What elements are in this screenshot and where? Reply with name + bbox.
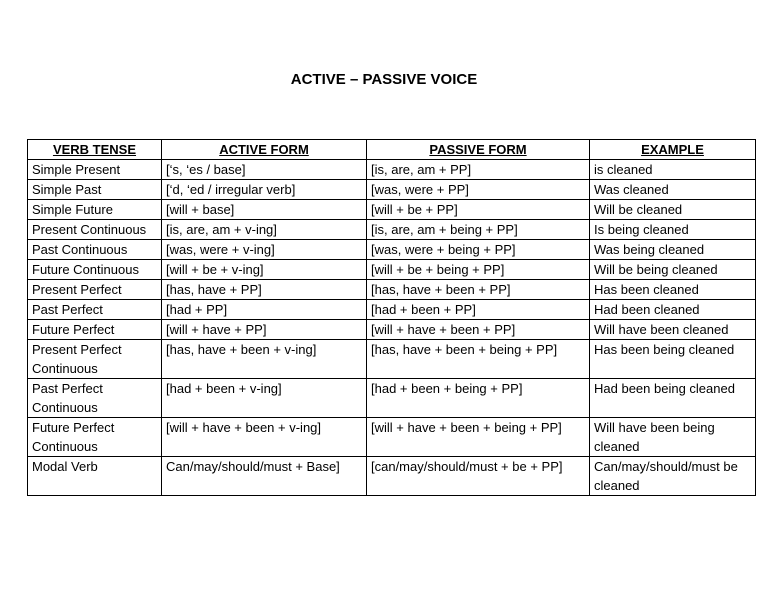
cell-example: Had been cleaned [590, 300, 756, 320]
cell-example: Had been being cleaned [590, 379, 756, 418]
table-row [28, 260, 756, 280]
cell-passive-form: [will + be + PP] [367, 200, 590, 220]
cell-passive-form: [is, are, am + PP] [367, 160, 590, 180]
cell-verb-tense: Simple Present [28, 160, 162, 180]
cell-active-form: [‘d, ‘ed / irregular verb] [162, 180, 367, 200]
table-row [28, 240, 756, 260]
cell-example: Is being cleaned [590, 220, 756, 240]
cell-example: Will have been cleaned [590, 320, 756, 340]
cell-passive-form: [will + be + being + PP] [367, 260, 590, 280]
cell-example: is cleaned [590, 160, 756, 180]
voice-table [27, 139, 756, 496]
cell-example: Can/may/should/must be cleaned [590, 457, 756, 496]
cell-verb-tense: Simple Past [28, 180, 162, 200]
table-row [28, 280, 756, 300]
table-row [28, 220, 756, 240]
table-row [28, 340, 756, 379]
cell-example: Has been cleaned [590, 280, 756, 300]
cell-example: Was being cleaned [590, 240, 756, 260]
cell-active-form: Can/may/should/must + Base] [162, 457, 367, 496]
cell-passive-form: [had + been + PP] [367, 300, 590, 320]
cell-verb-tense: Simple Future [28, 200, 162, 220]
table-row [28, 379, 756, 418]
cell-verb-tense: Future Perfect Continuous [28, 418, 162, 457]
cell-verb-tense: Past Perfect Continuous [28, 379, 162, 418]
header-passive-form: PASSIVE FORM [367, 140, 590, 160]
table-row [28, 160, 756, 180]
cell-passive-form: [was, were + being + PP] [367, 240, 590, 260]
cell-active-form: [‘s, ‘es / base] [162, 160, 367, 180]
cell-active-form: [has, have + been + v-ing] [162, 340, 367, 379]
cell-active-form: [will + base] [162, 200, 367, 220]
cell-verb-tense: Present Perfect [28, 280, 162, 300]
cell-verb-tense: Modal Verb [28, 457, 162, 496]
table-row [28, 180, 756, 200]
cell-active-form: [will + have + been + v-ing] [162, 418, 367, 457]
cell-passive-form: [had + been + being + PP] [367, 379, 590, 418]
cell-passive-form: [was, were + PP] [367, 180, 590, 200]
cell-active-form: [was, were + v-ing] [162, 240, 367, 260]
table-row [28, 200, 756, 220]
header-active-form: ACTIVE FORM [162, 140, 367, 160]
table-row [28, 418, 756, 457]
cell-example: Has been being cleaned [590, 340, 756, 379]
cell-active-form: [will + have + PP] [162, 320, 367, 340]
cell-active-form: [will + be + v-ing] [162, 260, 367, 280]
cell-passive-form: [has, have + been + being + PP] [367, 340, 590, 379]
cell-active-form: [has, have + PP] [162, 280, 367, 300]
cell-verb-tense: Past Continuous [28, 240, 162, 260]
cell-verb-tense: Past Perfect [28, 300, 162, 320]
cell-example: Will be being cleaned [590, 260, 756, 280]
cell-passive-form: [is, are, am + being + PP] [367, 220, 590, 240]
header-example: EXAMPLE [590, 140, 756, 160]
cell-verb-tense: Present Perfect Continuous [28, 340, 162, 379]
cell-example: Was cleaned [590, 180, 756, 200]
cell-passive-form: [will + have + been + PP] [367, 320, 590, 340]
page-title: ACTIVE – PASSIVE VOICE [290, 71, 478, 88]
cell-verb-tense: Future Continuous [28, 260, 162, 280]
cell-active-form: [had + PP] [162, 300, 367, 320]
cell-example: Will be cleaned [590, 200, 756, 220]
table-row [28, 320, 756, 340]
cell-example: Will have been being cleaned [590, 418, 756, 457]
table-header-row [28, 140, 756, 160]
table-row [28, 300, 756, 320]
cell-verb-tense: Present Continuous [28, 220, 162, 240]
cell-active-form: [is, are, am + v-ing] [162, 220, 367, 240]
cell-active-form: [had + been + v-ing] [162, 379, 367, 418]
cell-passive-form: [can/may/should/must + be + PP] [367, 457, 590, 496]
table-row [28, 457, 756, 496]
cell-verb-tense: Future Perfect [28, 320, 162, 340]
cell-passive-form: [has, have + been + PP] [367, 280, 590, 300]
cell-passive-form: [will + have + been + being + PP] [367, 418, 590, 457]
header-verb-tense: VERB TENSE [28, 140, 162, 160]
